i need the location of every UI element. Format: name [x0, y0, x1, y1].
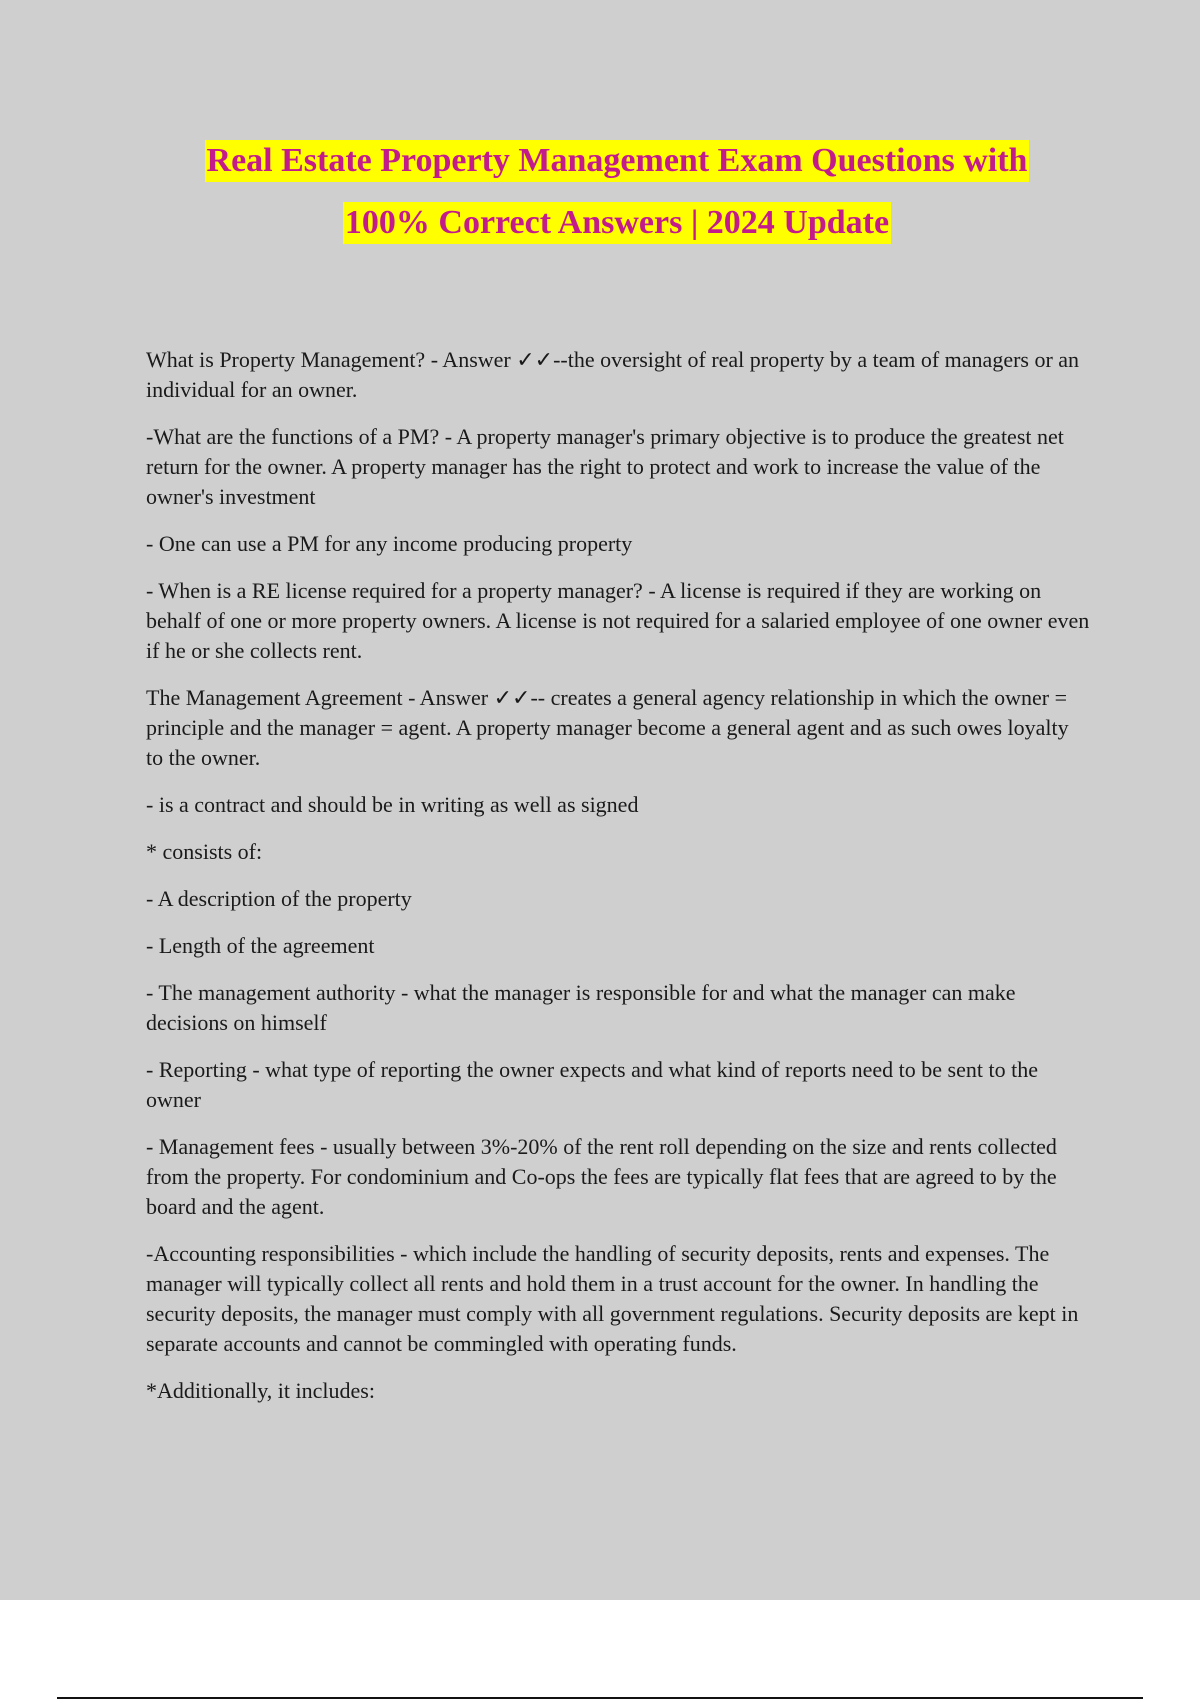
document-title: [0, 140, 1200, 264]
paragraph: * consists of:: [146, 839, 263, 864]
paragraph: - When is a RE license required for a property manager? - A license is required if they are working on behalf of one or more property owners. A license is not required for a salaried employee of one owner even if he or she collects rent.: [146, 578, 1090, 663]
paragraph: -Accounting responsibilities - which include the handling of security deposits, rents and expenses. The manager will typically collect all rents and hold them in a trust account for the owner. In handling the security deposits, the manager must comply with all government regulations. Security deposits are kept in separate accounts and cannot be commingled with operating funds.: [146, 1241, 1079, 1356]
footer-divider: [57, 1697, 1143, 1699]
paragraph: - One can use a PM for any income producing property: [146, 531, 633, 556]
paragraph: - The management authority - what the manager is responsible for and what the manager can make decisions on himself: [146, 980, 1016, 1035]
title-line-2: 100% Correct Answers | 2024 Update: [343, 202, 891, 244]
paragraph: *Additionally, it includes:: [146, 1378, 375, 1403]
paragraph: - Management fees - usually between 3%-20% of the rent roll depending on the size and rents collected from the property. For condominium and Co-ops the fees are typically flat fees that are agreed to by the board and the agent.: [146, 1134, 1057, 1219]
paragraph: What is Property Management? - Answer ✓✓--the oversight of real property by a team of managers or an individual for an owner.: [146, 347, 1080, 402]
paragraph: The Management Agreement - Answer ✓✓-- creates a general agency relationship in which the owner = principle and the manager = agent. A property manager become a general agent and as such owes loyalty to the owner.: [146, 685, 1069, 770]
paragraph: - Reporting - what type of reporting the owner expects and what kind of reports need to be sent to the owner: [146, 1057, 1038, 1112]
paragraph: - is a contract and should be in writing as well as signed: [146, 792, 639, 817]
document-body: [146, 345, 1091, 1423]
paragraph: -What are the functions of a PM? - A property manager's primary objective is to produce the greatest net return for the owner. A property manager has the right to protect and work to increase the value of the owner's investment: [146, 424, 1064, 509]
paragraph: - Length of the agreement: [146, 933, 375, 958]
title-line-1: Real Estate Property Management Exam Questions with: [205, 140, 1030, 182]
paragraph: - A description of the property: [146, 886, 412, 911]
